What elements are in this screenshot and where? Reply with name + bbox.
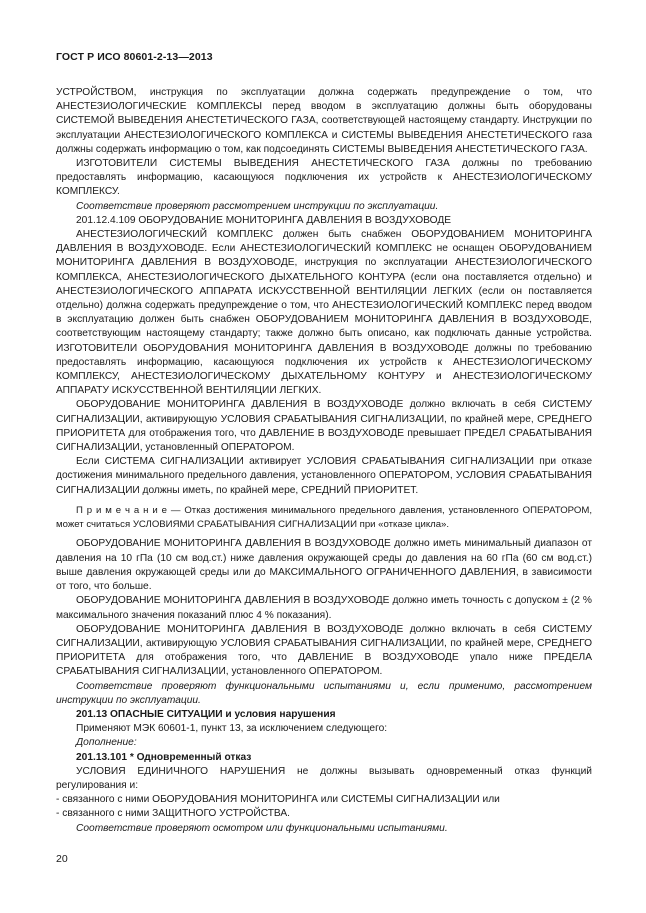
compliance-note: Соответствие проверяют рассмотрением инструкции по эксплуатации. <box>76 200 439 212</box>
document-body <box>56 86 592 836</box>
paragraph-airway-monitoring: АНЕСТЕЗИОЛОГИЧЕСКИЙ КОМПЛЕКС должен быть снабжен ОБОРУДОВАНИЕМ МОНИТОРИНГА ДАВЛЕНИЯ В ВОЗДУХОВОДЕ. Если АНЕСТЕЗИОЛОГИЧЕСКИЙ КОМПЛЕКС не оснащен ОБОРУДОВАНИЕМ МОНИТОРИНГА ДАВЛЕНИЯ В ВОЗДУХОВОДЕ, инструкция по эксплуатации АНЕСТЕЗИОЛОГИЧЕСКОГО КОМПЛЕКСА, АНЕСТЕЗИОЛОГИЧЕСКОГО ДЫХАТЕЛЬНОГО КОНТУРА (если она поставляется отдельно) и АНЕСТЕЗИОЛОГИЧЕСКОГО АППАРАТА ИСКУССТВЕННОЙ ВЕНТИЛЯЦИИ ЛЕГКИХ (если он поставляется отдельно) должна содержать предупреждение о том, что АНЕСТЕЗИОЛОГИЧЕСКИЙ КОМПЛЕКС перед вводом в эксплуатацию должен быть снабжен ОБОРУДОВАНИЕМ МОНИТОРИНГА ДАВЛЕНИЯ В ВОЗДУХОВОДЕ, соответствующим настоящему стандарту; также должно быть описано, как подключать данные устройства. ИЗГОТОВИТЕЛИ ОБОРУДОВАНИЯ МОНИТОРИНГА ДАВЛЕНИЯ В ВОЗДУХОВОДЕ должны по требованию предоставлять информацию, касающуюся подключения их устройств к АНЕСТЕЗИОЛОГИЧЕСКОМУ КОМПЛЕКСУ, АНЕСТЕЗИОЛОГИЧЕСКОМУ ДЫХАТЕЛЬНОМУ КОНТУРУ и АНЕСТЕЗИОЛОГИЧЕСКОМУ АППАРАТУ ИСКУССТВЕННОЙ ВЕНТИЛЯЦИИ ЛЕГКИХ. <box>56 229 592 397</box>
paragraph-applies: Применяют МЭК 60601-1, пункт 13, за исключением следующего: <box>76 723 388 735</box>
document-header: ГОСТ Р ИСО 80601-2-13—2013 <box>56 51 213 63</box>
paragraph-alarm-priority: Если СИСТЕМА СИГНАЛИЗАЦИИ активирует УСЛОВИЯ СРАБАТЫВАНИЯ СИГНАЛИЗАЦИИ при отказе достижения минимального предельного давления, установленного ОПЕРАТОРОМ, УСЛОВИЯ СРАБАТЫВАНИЯ СИГНАЛИЗАЦИИ должны иметь, по крайней мере, СРЕДНИЙ ПРИОРИТЕТ. <box>56 456 592 496</box>
compliance-note-inspection: Соответствие проверяют осмотром или функциональными испытаниями. <box>76 822 448 834</box>
section-heading-201-13: 201.13 ОПАСНЫЕ СИТУАЦИИ и условия нарушения <box>76 708 336 720</box>
paragraph-accuracy: ОБОРУДОВАНИЕ МОНИТОРИНГА ДАВЛЕНИЯ В ВОЗДУХОВОДЕ должно иметь точность с допуском ± (2 % максимального значения показаний плюс 4 % показания). <box>56 595 592 621</box>
section-heading-201-13-101: 201.13.101 * Одновременный отказ <box>76 751 252 763</box>
list-item-protective-device: - связанного с ними ЗАЩИТНОГО УСТРОЙСТВА. <box>56 808 291 820</box>
note: П р и м е ч а н и е — Отказ достижения минимального предельного давления, установленного ОПЕРАТОРОМ, может считаться УСЛОВИЯМИ СРАБАТЫВАНИЯ СИГНАЛИЗАЦИИ при «отказе цикла». <box>56 504 592 530</box>
section-heading-201-12-4-109: 201.12.4.109 ОБОРУДОВАНИЕ МОНИТОРИНГА ДАВЛЕНИЯ В ВОЗДУХОВОДЕ <box>76 214 452 226</box>
paragraph-single-fault: УСЛОВИЯ ЕДИНИЧНОГО НАРУШЕНИЯ не должны вызывать одновременный отказ функций регулирования и: <box>56 765 592 791</box>
compliance-note-functional: Соответствие проверяют функциональными испытаниями и, если применимо, рассмотрением инструкции по эксплуатации. <box>56 680 592 706</box>
paragraph-range: ОБОРУДОВАНИЕ МОНИТОРИНГА ДАВЛЕНИЯ В ВОЗДУХОВОДЕ должно иметь минимальный диапазон от давления на 10 гПа (10 см вод.ст.) ниже давления окружающей среды до давления на 60 гПа (60 см вод.ст.) выше давления окружающей среды или до МАКСИМАЛЬНОГО ОГРАНИЧЕННОГО ДАВЛЕНИЯ, в зависимости от того, что больше. <box>56 538 592 593</box>
paragraph-continuation: УСТРОЙСТВОМ, инструкция по эксплуатации должна содержать предупреждение о том, что АНЕСТЕЗИОЛОГИЧЕСКИЕ КОМПЛЕКСЫ перед вводом в эксплуатацию должны быть оборудованы СИСТЕМОЙ ВЫВЕДЕНИЯ АНЕСТЕТИЧЕСКОГО ГАЗА, соответствующей настоящему стандарту. Инструкции по эксплуатации АНЕСТЕЗИОЛОГИЧЕСКОГО КОМПЛЕКСА и СИСТЕМЫ ВЫВЕДЕНИЯ АНЕСТЕТИЧЕСКОГО газа должны содержать информацию о том, как подсоединять СИСТЕМЫ ВЫВЕДЕНИЯ АНЕСТЕТИЧЕСКОГО ГАЗА. <box>56 87 592 155</box>
page-number: 20 <box>56 853 68 865</box>
addition-label: Дополнение: <box>76 737 137 749</box>
list-item-monitoring: - связанного с ними ОБОРУДОВАНИЯ МОНИТОРИНГА или СИСТЕМЫ СИГНАЛИЗАЦИИ или <box>56 794 500 806</box>
paragraph-low-pressure-alarm: ОБОРУДОВАНИЕ МОНИТОРИНГА ДАВЛЕНИЯ В ВОЗДУХОВОДЕ должно включать в себя СИСТЕМУ СИГНАЛИЗАЦИИ, активирующую УСЛОВИЯ СРАБАТЫВАНИЯ СИГНАЛИЗАЦИИ, по крайней мере, СРЕДНЕГО ПРИОРИТЕТА для отображения того, что ДАВЛЕНИЕ В ВОЗДУХОВОДЕ упало ниже ПРЕДЕЛА СРАБАТЫВАНИЯ СИГНАЛИЗАЦИИ, установленного ОПЕРАТОРОМ. <box>56 623 592 678</box>
paragraph-alarm-system: ОБОРУДОВАНИЕ МОНИТОРИНГА ДАВЛЕНИЯ В ВОЗДУХОВОДЕ должно включать в себя СИСТЕМУ СИГНАЛИЗАЦИИ, активирующую УСЛОВИЯ СРАБАТЫВАНИЯ СИГНАЛИЗАЦИИ, по крайней мере, СРЕДНЕГО ПРИОРИТЕТА для отображения того, что ДАВЛЕНИЕ В ВОЗДУХОВОДЕ превышает ПРЕДЕЛ СРАБАТЫВАНИЯ СИГНАЛИЗАЦИИ, установленный ОПЕРАТОРОМ. <box>56 399 592 454</box>
paragraph-manufacturers: ИЗГОТОВИТЕЛИ СИСТЕМЫ ВЫВЕДЕНИЯ АНЕСТЕТИЧЕСКОГО ГАЗА должны по требованию предоставлять информацию, касающуюся подключения их устройств к АНЕСТЕЗИОЛОГИЧЕСКОМУ КОМПЛЕКСУ. <box>56 158 592 198</box>
